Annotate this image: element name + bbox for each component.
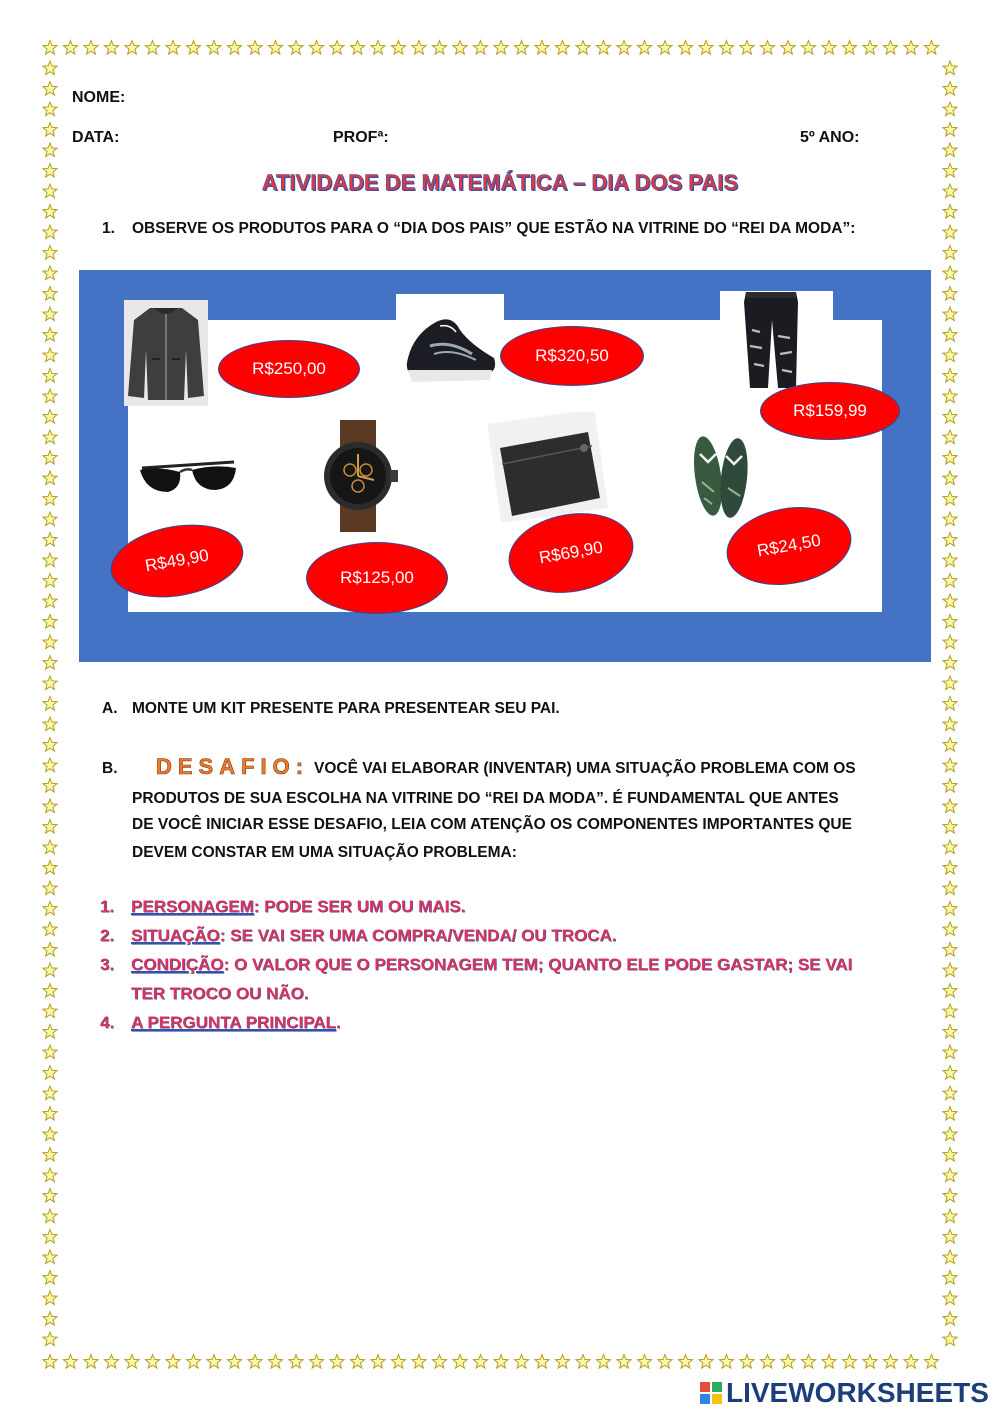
border-star-icon [43,533,57,547]
border-star-icon [43,820,57,834]
border-star-icon [412,1355,426,1369]
border-star-icon [740,41,754,55]
border-star-icon [863,41,877,55]
border-star-icon [863,1355,877,1369]
border-star-icon [555,41,569,55]
border-star-icon [43,1250,57,1264]
border-star-icon [781,1355,795,1369]
border-star-icon [943,205,957,219]
border-star-icon [943,369,957,383]
border-star-icon [943,246,957,260]
border-star-icon [350,1355,364,1369]
border-star-icon [43,553,57,567]
border-star-icon [43,451,57,465]
border-star-icon [514,1355,528,1369]
border-star-icon [43,1312,57,1326]
border-star-icon [555,1355,569,1369]
border-star-icon [309,41,323,55]
border-star-icon [43,1230,57,1244]
item-a-text: MONTE UM KIT PRESENTE PARA PRESENTEAR SEU PAI. [132,700,560,717]
border-star-icon [943,430,957,444]
border-star-icon [943,881,957,895]
border-star-icon [904,41,918,55]
grade-label: 5º ANO: [800,129,860,146]
border-star-icon [43,1189,57,1203]
border-star-icon [943,1230,957,1244]
border-star-icon [943,697,957,711]
border-star-icon [943,799,957,813]
border-star-icon [943,758,957,772]
border-star-icon [943,1250,957,1264]
border-star-icon [186,41,200,55]
date-label: DATA: [72,129,120,146]
border-star-icon [186,1355,200,1369]
border-star-icon [248,1355,262,1369]
border-star-icon [43,594,57,608]
border-star-icon [268,41,282,55]
border-star-icon [596,1355,610,1369]
border-star-icon [391,1355,405,1369]
name-label: NOME: [72,89,126,106]
border-star-icon [943,1066,957,1080]
border-star-icon [617,1355,631,1369]
border-star-icon [943,225,957,239]
border-star-icon [943,143,957,157]
border-star-icon [84,1355,98,1369]
border-star-icon [637,41,651,55]
border-star-icon [248,41,262,55]
border-star-icon [43,1127,57,1141]
border-star-icon [227,1355,241,1369]
border-star-icon [145,41,159,55]
border-star-icon [43,1332,57,1346]
border-star-icon [883,41,897,55]
price-tag-watch: R$125,00 [306,542,448,614]
wallet-icon [488,412,608,524]
border-star-icon [943,574,957,588]
border-star-icon [412,41,426,55]
border-star-icon [822,1355,836,1369]
sneaker-icon [400,300,500,394]
border-star-icon [494,1355,508,1369]
border-star-icon [43,102,57,116]
border-star-icon [535,41,549,55]
border-star-icon [943,902,957,916]
border-star-icon [943,984,957,998]
border-star-icon [801,41,815,55]
border-star-icon [43,779,57,793]
border-star-icon [943,656,957,670]
border-star-icon [822,41,836,55]
border-star-icon [943,1209,957,1223]
border-star-icon [943,471,957,485]
watch-icon [310,420,402,532]
border-star-icon [166,41,180,55]
border-star-icon [943,492,957,506]
border-star-icon [943,61,957,75]
border-star-icon [494,41,508,55]
border-star-icon [289,1355,303,1369]
border-star-icon [453,41,467,55]
border-star-icon [432,1355,446,1369]
border-star-icon [943,1045,957,1059]
border-star-icon [43,1271,57,1285]
logo-text: LIVEWORKSHEETS [726,1377,989,1408]
price-tag-flip-flops: R$24,50 [720,498,857,595]
border-star-icon [943,1271,957,1285]
border-star-icon [943,676,957,690]
border-star-icon [453,1355,467,1369]
border-star-icon [43,1291,57,1305]
border-star-icon [43,738,57,752]
border-star-icon [760,41,774,55]
border-star-icon [43,656,57,670]
border-star-icon [943,512,957,526]
sunglasses-icon [138,458,238,502]
liveworksheets-logo[interactable] [700,1377,989,1409]
border-star-icon [43,635,57,649]
border-star-icon [943,738,957,752]
border-star-icon [268,1355,282,1369]
border-star-icon [43,430,57,444]
border-star-icon [699,41,713,55]
border-star-icon [43,922,57,936]
border-star-icon [943,1291,957,1305]
border-star-icon [43,984,57,998]
border-star-icon [943,922,957,936]
price-tag-sneaker: R$320,50 [500,326,644,386]
border-star-icon [943,779,957,793]
border-star-icon [43,328,57,342]
border-star-icon [43,799,57,813]
border-star-icon [43,1025,57,1039]
border-star-icon [330,41,344,55]
border-star-icon [43,287,57,301]
question-1-number: 1. [102,220,115,237]
border-star-icon [943,1086,957,1100]
border-star-icon [125,41,139,55]
border-star-icon [699,1355,713,1369]
border-star-icon [391,41,405,55]
border-star-icon [943,615,957,629]
price-tag-jacket: R$250,00 [218,340,360,398]
border-star-icon [924,41,938,55]
border-star-icon [943,1189,957,1203]
border-star-icon [43,1086,57,1100]
border-star-icon [943,533,957,547]
border-star-icon [43,225,57,239]
border-star-icon [43,1107,57,1121]
border-star-icon [43,492,57,506]
border-star-icon [43,902,57,916]
border-star-icon [658,1355,672,1369]
border-star-icon [227,41,241,55]
border-star-icon [842,41,856,55]
border-star-icon [43,61,57,75]
border-star-icon [760,1355,774,1369]
border-star-icon [943,1025,957,1039]
jeans-icon [738,292,804,390]
border-star-icon [943,266,957,280]
border-star-icon [943,717,957,731]
border-star-icon [43,861,57,875]
border-star-icon [104,41,118,55]
border-star-icon [43,1209,57,1223]
border-star-icon [43,881,57,895]
border-star-icon [943,594,957,608]
border-star-icon [943,1127,957,1141]
border-star-icon [43,574,57,588]
border-star-icon [576,41,590,55]
border-star-icon [943,307,957,321]
border-star-icon [943,82,957,96]
border-star-icon [43,512,57,526]
border-star-icon [145,1355,159,1369]
border-star-icon [104,1355,118,1369]
border-star-icon [350,41,364,55]
border-star-icon [43,697,57,711]
border-star-icon [289,41,303,55]
border-star-icon [371,41,385,55]
border-star-icon [781,41,795,55]
border-star-icon [43,348,57,362]
border-star-icon [166,1355,180,1369]
border-star-icon [514,41,528,55]
border-star-icon [473,41,487,55]
border-star-icon [617,41,631,55]
border-star-icon [330,1355,344,1369]
border-star-icon [943,1148,957,1162]
flip-flops-icon [692,432,752,522]
border-star-icon [43,1355,57,1369]
border-star-icon [943,1168,957,1182]
border-star-icon [43,963,57,977]
border-star-icon [943,287,957,301]
border-star-icon [309,1355,323,1369]
border-star-icon [801,1355,815,1369]
border-star-icon [943,102,957,116]
border-star-icon [43,1066,57,1080]
border-star-icon [535,1355,549,1369]
border-star-icon [943,635,957,649]
border-star-icon [943,451,957,465]
desafio-heading: DESAFIO: [156,754,310,779]
border-star-icon [43,143,57,157]
border-star-icon [207,41,221,55]
border-star-icon [43,82,57,96]
border-star-icon [943,861,957,875]
border-star-icon [43,123,57,137]
border-star-icon [740,1355,754,1369]
price-tag-jeans: R$159,99 [760,382,900,440]
border-star-icon [943,123,957,137]
border-star-icon [43,1004,57,1018]
item-a-letter: A. [102,700,118,717]
border-star-icon [43,246,57,260]
border-star-icon [43,943,57,957]
border-star-icon [43,758,57,772]
border-star-icon [43,410,57,424]
border-star-icon [943,348,957,362]
border-star-icon [943,840,957,854]
border-star-icon [719,1355,733,1369]
border-star-icon [883,1355,897,1369]
border-star-icon [943,963,957,977]
border-star-icon [719,41,733,55]
border-star-icon [637,1355,651,1369]
border-star-icon [43,615,57,629]
price-tag-sunglasses: R$49,90 [105,515,249,607]
page-title: ATIVIDADE DE MATEMÁTICA – DIA DOS PAIS [261,170,739,195]
jacket-icon [124,300,208,406]
border-star-icon [943,328,957,342]
price-tag-wallet: R$69,90 [502,504,640,603]
border-star-icon [207,1355,221,1369]
border-star-icon [943,943,957,957]
border-star-icon [943,820,957,834]
border-star-icon [943,389,957,403]
border-star-icon [924,1355,938,1369]
teacher-label: PROFª: [333,129,389,146]
border-star-icon [678,1355,692,1369]
border-star-icon [43,840,57,854]
border-star-icon [43,1045,57,1059]
border-star-icon [63,1355,77,1369]
border-star-icon [904,1355,918,1369]
border-star-icon [43,471,57,485]
border-star-icon [943,410,957,424]
border-star-icon [43,307,57,321]
border-star-icon [943,1312,957,1326]
border-star-icon [43,266,57,280]
border-star-icon [43,676,57,690]
border-star-icon [658,41,672,55]
border-star-icon [678,41,692,55]
border-star-icon [943,1107,957,1121]
border-star-icon [371,1355,385,1369]
border-star-icon [43,389,57,403]
border-star-icon [943,1004,957,1018]
border-star-icon [473,1355,487,1369]
border-star-icon [63,41,77,55]
border-star-icon [596,41,610,55]
border-star-icon [43,1168,57,1182]
question-1-text: OBSERVE OS PRODUTOS PARA O “DIA DOS PAIS” QUE ESTÃO NA VITRINE DO “REI DA MODA”: [132,220,856,237]
border-star-icon [43,205,57,219]
border-star-icon [84,41,98,55]
border-star-icon [842,1355,856,1369]
border-star-icon [43,717,57,731]
border-star-icon [432,41,446,55]
border-star-icon [43,369,57,383]
logo-blocks-icon [700,1382,722,1404]
border-star-icon [943,1332,957,1346]
border-star-icon [125,1355,139,1369]
border-star-icon [43,41,57,55]
border-star-icon [576,1355,590,1369]
border-star-icon [43,1148,57,1162]
border-star-icon [943,553,957,567]
